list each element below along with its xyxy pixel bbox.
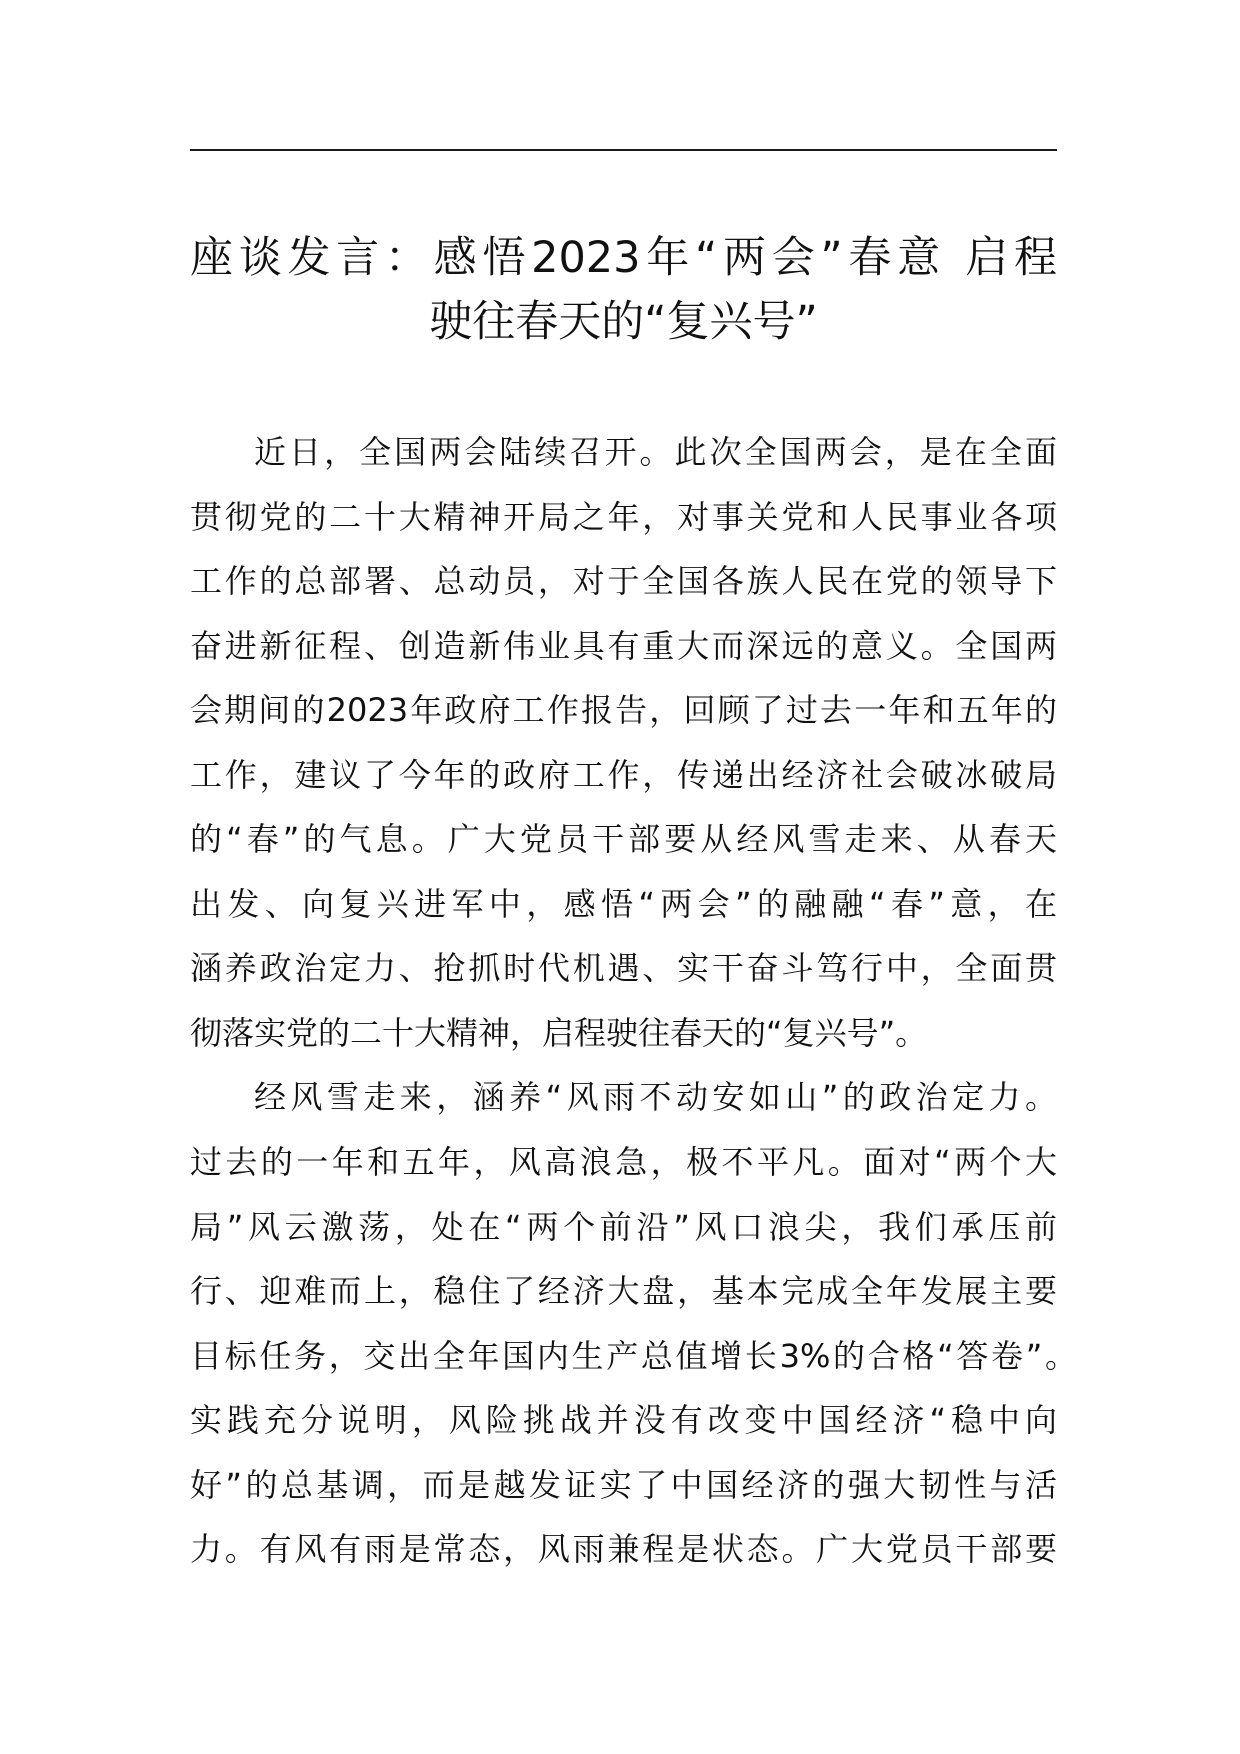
- paragraph-1: [190, 420, 1057, 1065]
- paragraph-line: 实践充分说明，风险挑战并没有改变中国经济“稳中向: [190, 1401, 1057, 1440]
- paragraph-line: 涵养政治定力、抢抓时代机遇、实干奋斗笃行中，全面贯: [190, 949, 1057, 988]
- paragraph-line: 好”的总基调，而是越发证实了中国经济的强大韧性与活: [190, 1465, 1057, 1504]
- paragraph-line: 过去的一年和五年，风高浪急，极不平凡。面对“两个大: [190, 1143, 1057, 1182]
- paragraph-line: 出发、向复兴进军中，感悟“两会”的融融“春”意，在: [190, 884, 1057, 923]
- document-title: [190, 226, 1057, 354]
- title-line-2: 驶往春天的“复兴号”: [429, 297, 818, 347]
- title-line-1: 座谈发言：感悟2023年“两会”春意 启程: [190, 233, 1057, 283]
- paragraph-line: 经风雪走来，涵养“风雨不动安如山”的政治定力。: [254, 1078, 1057, 1117]
- paragraph-line: 局”风云激荡，处在“两个前沿”风口浪尖，我们承压前: [190, 1207, 1057, 1246]
- paragraph-line: 彻落实党的二十大精神，启程驶往春天的“复兴号”。: [190, 1013, 928, 1052]
- paragraph-line: 奋进新征程、创造新伟业具有重大而深远的意义。全国两: [190, 626, 1057, 665]
- paragraph-2: [190, 1065, 1077, 1581]
- header-rule: [190, 149, 1057, 151]
- paragraph-line: 贯彻党的二十大精神开局之年，对事关党和人民事业各项: [190, 497, 1057, 536]
- paragraph-line: 工作的总部署、总动员，对于全国各族人民在党的领导下: [190, 562, 1057, 601]
- paragraph-line: 的“春”的气息。广大党员干部要从经风雪走来、从春天: [190, 820, 1057, 859]
- paragraph-line: 行、迎难而上，稳住了经济大盘，基本完成全年发展主要: [190, 1272, 1057, 1311]
- paragraph-line: 工作，建议了今年的政府工作，传递出经济社会破冰破局: [190, 755, 1057, 794]
- document-body: [190, 420, 1077, 1582]
- paragraph-line: 目标任务，交出全年国内生产总值增长3%的合格“答卷”。: [190, 1336, 1077, 1375]
- paragraph-line: 会期间的2023年政府工作报告，回顾了过去一年和五年的: [190, 691, 1057, 730]
- paragraph-line: 力。有风有雨是常态，风雨兼程是状态。广大党员干部要: [190, 1530, 1057, 1569]
- paragraph-line: 近日，全国两会陆续召开。此次全国两会，是在全面: [254, 433, 1057, 471]
